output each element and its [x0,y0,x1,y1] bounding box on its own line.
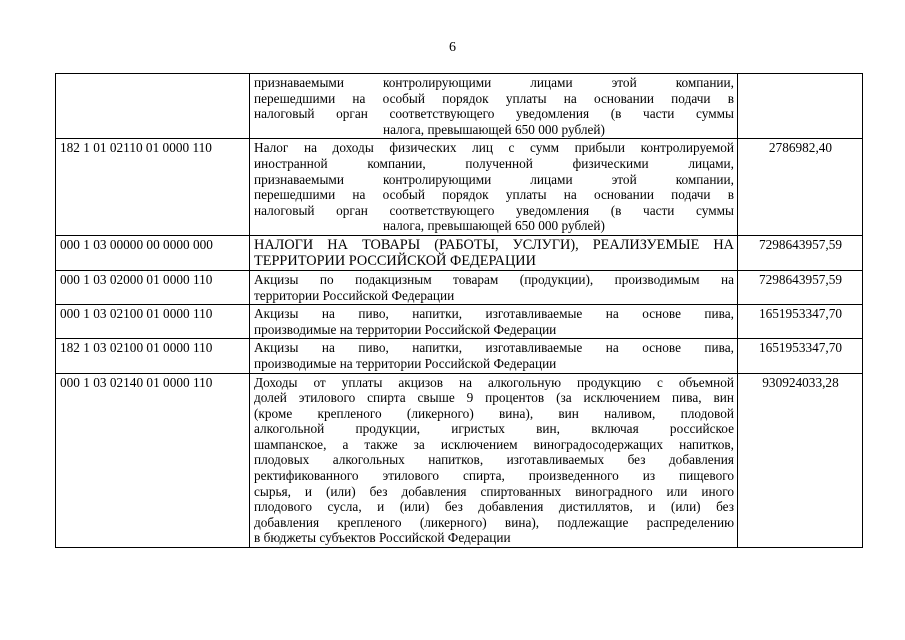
revenue-name-line: Доходы от уплаты акцизов на алкогольную продукцию с объемной [254,374,734,390]
revenue-name-line: Налог на доходы физических лиц с сумм прибыли контролируемой [254,140,734,156]
revenue-name-line: добавления крепленого (ликерного) вина), подлежащие распределению [254,514,734,530]
table-row [56,339,863,373]
revenue-name [250,305,738,339]
revenue-name [250,270,738,304]
revenue-amount: 930924033,28 [738,373,863,548]
revenue-name-line: (кроме крепленого (ликерного) вина), вин наливом, плодовой [254,405,734,421]
revenue-name-line: шампанское, а также за исключением виноградосодержащих напитков, [254,436,734,452]
budget-classification-code: 000 1 03 00000 00 0000 000 [56,235,250,270]
revenue-amount: 7298643957,59 [738,235,863,270]
revenue-name [250,74,738,139]
budget-classification-code: 000 1 03 02000 01 0000 110 [56,270,250,304]
revenue-name-line: Акцизы на пиво, напитки, изготавливаемые на основе пива, [254,306,734,322]
table-row [56,270,863,304]
revenue-amount [738,74,863,139]
revenue-name-line: перешедшими на особый порядок уплаты на основании подачи в [254,187,734,203]
revenue-name-line: производимые на территории Российской Федерации [254,355,557,371]
budget-classification-code: 182 1 01 02110 01 0000 110 [56,139,250,236]
table-row [56,235,863,270]
revenue-name-line: Акцизы по подакцизным товарам (продукции), производимым на [254,271,734,287]
budget-classification-code: 000 1 03 02140 01 0000 110 [56,373,250,548]
revenue-amount: 1651953347,70 [738,305,863,339]
revenue-amount: 7298643957,59 [738,270,863,304]
revenue-name-line: алкогольной продукции, игристых вин, включая российское [254,421,734,437]
table-row [56,74,863,139]
revenue-name-line: ректификованного этилового спирта, произведенного из пищевого [254,468,734,484]
revenue-name-line: Акцизы на пиво, напитки, изготавливаемые на основе пива, [254,340,734,356]
revenue-name [250,139,738,236]
revenue-name-line: территории Российской Федерации [254,287,455,303]
revenue-name-line: перешедшими на особый порядок уплаты на основании подачи в [254,90,734,106]
revenue-name-line: налоговый орган соответствующего уведомления (в части суммы [254,202,734,218]
revenue-name-line: признаваемыми контролирующими лицами этой компании, [254,75,734,90]
table-body [56,74,863,548]
revenue-name-line: налога, превышающей 650 000 рублей) [383,121,605,137]
revenue-name [250,339,738,373]
revenue-name-line: производимые на территории Российской Федерации [254,321,557,337]
revenue-name [250,235,738,270]
budget-classification-code: 000 1 03 02100 01 0000 110 [56,305,250,339]
revenue-name-line: налоговый орган соответствующего уведомления (в части суммы [254,106,734,122]
revenue-name-line: ТЕРРИТОРИИ РОССИЙСКОЙ ФЕДЕРАЦИИ [254,252,536,269]
revenue-name-line: признаваемыми контролирующими лицами этой компании, [254,171,734,187]
table-row [56,139,863,236]
revenue-name [250,373,738,548]
revenue-name-line: налога, превышающей 650 000 рублей) [383,218,605,234]
table-row [56,305,863,339]
revenue-name-line: сырья, и (или) без добавления спиртованных виноградного или иного [254,483,734,499]
revenue-name-line: долей этилового спирта свыше 9 процентов (за исключением пива, вин [254,390,734,406]
page-number: 6 [449,40,456,55]
revenue-name-line: НАЛОГИ НА ТОВАРЫ (РАБОТЫ, УСЛУГИ), РЕАЛИЗУЕМЫЕ НА [254,236,734,253]
revenue-amount: 2786982,40 [738,139,863,236]
table-row [56,373,863,548]
revenue-amount: 1651953347,70 [738,339,863,373]
revenue-name-line: плодового сусла, и (или) без добавления дистиллятов, и (или) без [254,499,734,515]
budget-revenue-table [55,73,863,548]
revenue-name-line: в бюджеты субъектов Российской Федерации [254,530,511,546]
revenue-name-line: плодовых алкогольных напитков, изготавливаемых без добавления [254,452,734,468]
budget-classification-code [56,74,250,139]
revenue-name-line: иностранной компании, полученной физическими лицами, [254,155,734,171]
budget-classification-code: 182 1 03 02100 01 0000 110 [56,339,250,373]
